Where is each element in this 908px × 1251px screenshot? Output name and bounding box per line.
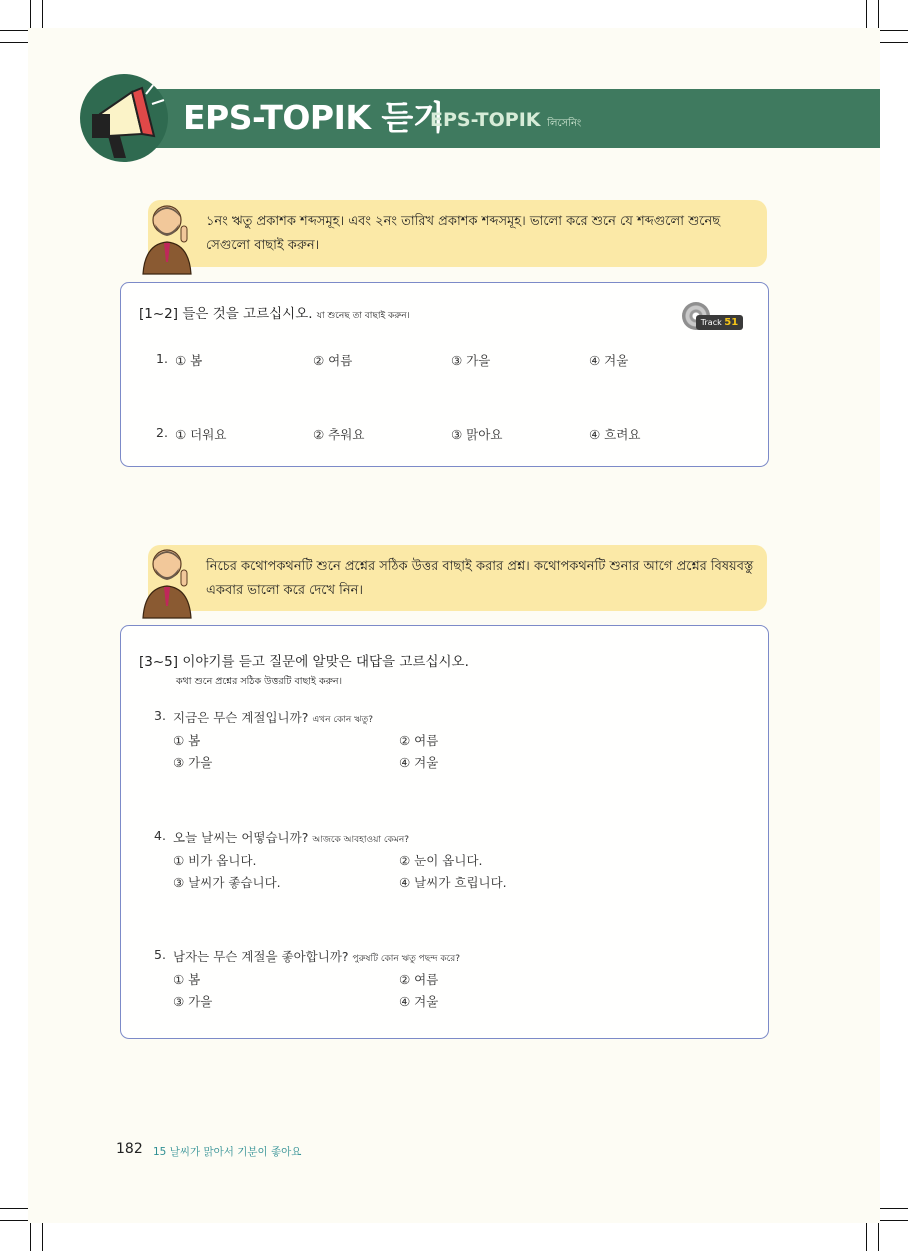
sub-instruction: কথা শুনে প্রশ্নের সঠিক উত্তরটি বাছাই করুন। <box>176 676 342 687</box>
option[interactable]: ① 봄 <box>173 733 201 748</box>
option[interactable]: ③ 가을 <box>173 755 213 770</box>
track-badge[interactable] <box>696 315 743 330</box>
option[interactable]: ④ 겨울 <box>399 994 439 1009</box>
option[interactable]: ③ 맑아요 <box>451 427 503 442</box>
question-number: 1. <box>156 351 168 366</box>
question-group-heading-2: [3~5] 이야기를 듣고 질문에 알맞은 대답을 고르십시오. <box>139 654 469 670</box>
chapter-title: 15 날씨가 맑아서 기분이 좋아요 <box>153 1146 302 1158</box>
question-number: 2. <box>156 425 168 440</box>
crop-mark <box>866 1219 867 1251</box>
question-text-main: 남자는 무슨 계절을 좋아합니까? <box>173 949 349 964</box>
crop-mark <box>876 42 908 43</box>
option[interactable]: ② 여름 <box>313 353 353 368</box>
option[interactable]: ① 더워요 <box>175 427 227 442</box>
crop-mark <box>42 1219 43 1251</box>
option[interactable]: ① 봄 <box>173 972 201 987</box>
option[interactable]: ② 추워요 <box>313 427 365 442</box>
crop-mark <box>876 1220 908 1221</box>
question-text-main: 오늘 날씨는 어떻습니까? <box>173 830 309 845</box>
page-subtitle-main: EPS-TOPIK <box>430 109 541 131</box>
instruction-text-1: ১নং ঋতু প্রকাশক শব্দসমূহ। এবং ২নং তারিখ প্রকাশক শব্দসমূহ। ভালো করে শুনে যে শব্দগুলো শুনেছ সেগুলো বাছাই করুন। <box>206 214 721 253</box>
heading-small-text: যা শুনেছ তা বাছাই করুন। <box>316 311 410 321</box>
track-number: 51 <box>724 317 739 328</box>
question-text-small: পুরুষটি কোন ঋতু পছন্দ করে? <box>352 954 460 964</box>
page-number: 182 <box>116 1141 143 1157</box>
option[interactable]: ② 눈이 옵니다. <box>399 853 483 868</box>
option[interactable]: ③ 가을 <box>173 994 213 1009</box>
option[interactable]: ① 봄 <box>175 353 203 368</box>
teacher-avatar-icon <box>137 196 197 276</box>
crop-mark <box>876 1208 908 1209</box>
crop-mark <box>876 30 908 31</box>
question-text <box>173 708 373 727</box>
page-title: EPS-TOPIK 듣기 <box>183 98 445 137</box>
instruction-banner-1 <box>148 200 767 267</box>
option[interactable]: ② 여름 <box>399 733 439 748</box>
question-number: 3. <box>154 708 166 723</box>
option[interactable]: ④ 날씨가 흐립니다. <box>399 875 507 890</box>
question-text-small: এখন কোন ঋতু? <box>312 715 374 725</box>
question-number: 5. <box>154 947 166 962</box>
crop-mark <box>878 1219 879 1251</box>
option[interactable]: ② 여름 <box>399 972 439 987</box>
question-text <box>173 947 460 966</box>
megaphone-icon <box>80 74 168 162</box>
teacher-avatar-icon <box>137 540 197 620</box>
question-text <box>173 828 409 847</box>
crop-mark <box>30 1219 31 1251</box>
option[interactable]: ③ 날씨가 좋습니다. <box>173 875 281 890</box>
question-text-small: আজকে আবহাওয়া কেমন? <box>312 835 409 845</box>
option[interactable]: ④ 흐려요 <box>589 427 641 442</box>
option[interactable]: ④ 겨울 <box>589 353 629 368</box>
instruction-text-2: নিচের কথোপকথনটি শুনে প্রশ্নের সঠিক উত্তর বাছাই করার প্রশ্ন। কথোপকথনটি শুনার আগে প্রশ্নের বিষয়বস্তু একবার ভালো করে দেখে নিন। <box>206 559 754 598</box>
question-number: 4. <box>154 828 166 843</box>
page-subtitle-small: লিসেনিং <box>547 118 582 129</box>
instruction-banner-2 <box>148 545 767 611</box>
track-label: Track <box>700 318 722 327</box>
option[interactable]: ① 비가 옵니다. <box>173 853 257 868</box>
option[interactable]: ④ 겨울 <box>399 755 439 770</box>
question-text-main: 지금은 무슨 계절입니까? <box>173 710 309 725</box>
option[interactable]: ③ 가을 <box>451 353 491 368</box>
page-subtitle <box>430 106 581 138</box>
heading-text: [1~2] 들은 것을 고르십시오. <box>139 306 313 322</box>
question-group-heading-1 <box>139 302 410 323</box>
